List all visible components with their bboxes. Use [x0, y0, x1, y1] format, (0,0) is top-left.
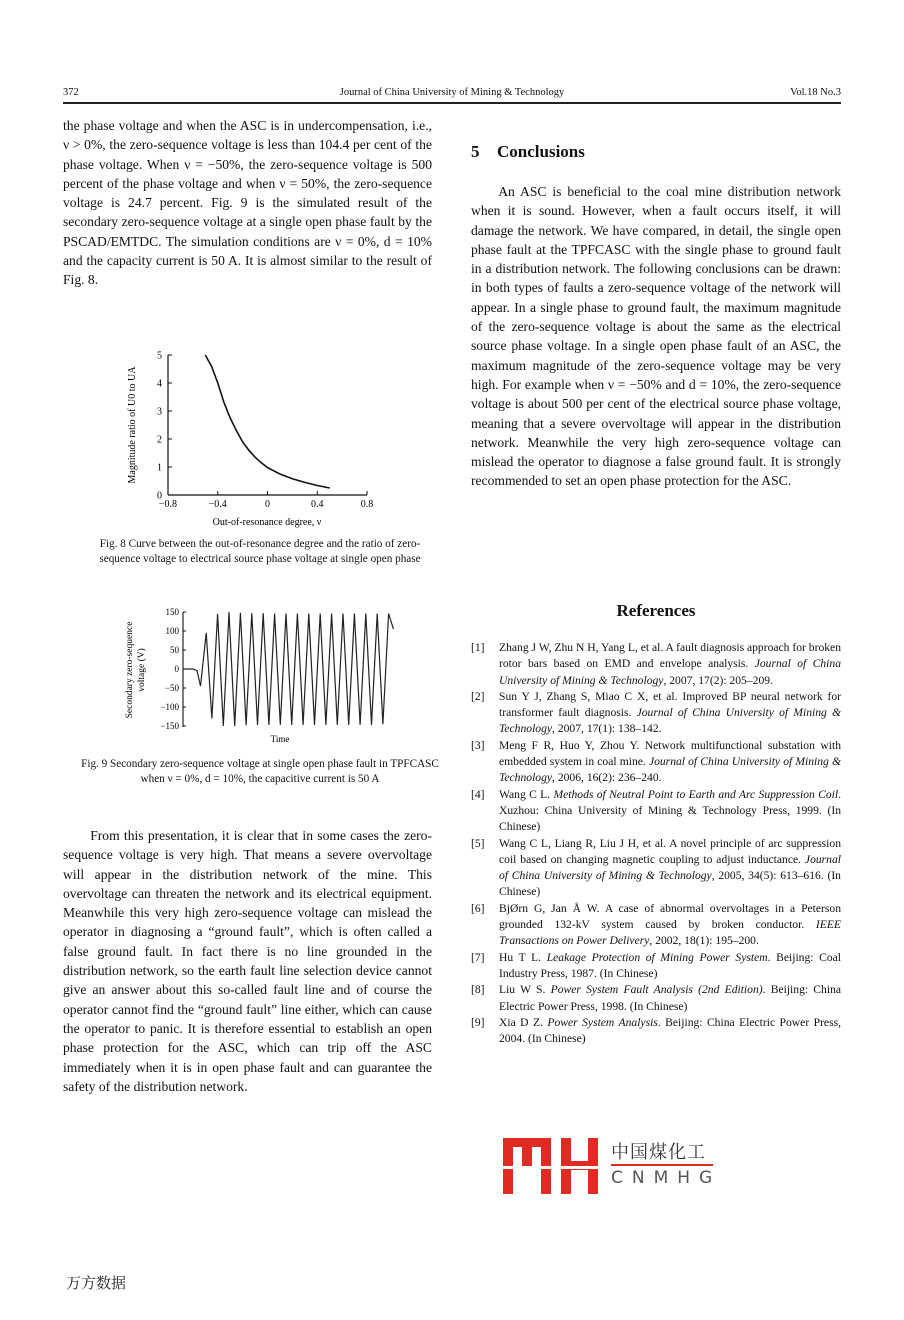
- svg-text:Time: Time: [270, 734, 290, 744]
- svg-text:Secondary zero-sequence: Secondary zero-sequence: [125, 621, 135, 719]
- reference-item: [5] Wang C L, Liang R, Liu J H, et al. A novel principle of arc suppression coil based on changing magnetic coupling to adjust inductance. Journal of China University of Mining & Technology, 2005, 34(5): 613–616. (In Chinese): [471, 836, 841, 899]
- references-heading: References: [616, 601, 696, 620]
- fig8-chart: [100, 345, 400, 530]
- svg-text:0.4: 0.4: [311, 499, 324, 510]
- svg-text:−0.8: −0.8: [158, 499, 178, 510]
- reference-list: [471, 640, 841, 1047]
- svg-text:0: 0: [265, 499, 270, 510]
- svg-text:1: 1: [157, 462, 162, 474]
- reference-item: [7] Hu T L. Leakage Protection of Mining Power System. Beijing: Coal Industry Press, 1987. (In Chinese): [471, 950, 841, 980]
- svg-text:−150: −150: [160, 721, 179, 731]
- fig9-plot-svg: [110, 605, 410, 745]
- svg-text:100: 100: [165, 626, 179, 636]
- section-number: 5: [471, 142, 480, 161]
- svg-text:−100: −100: [160, 702, 179, 712]
- intro-paragraph: the phase voltage and when the ASC is in undercompensation, i.e., ν > 0%, the zero-sequence voltage is less than 104.4 per cent of the phase voltage. When ν = −50%, the zero-sequence voltage is 500 percent of the phase voltage and when ν = 50%, the zero-sequence voltage is 24.7 percent. Fig. 9 is the simulated result of the secondary zero-sequence voltage at a single open phase fault by the PSCAD/EMTDC. The simulation conditions are ν = 0%, d = 10% and the capacity current is 50 A. It is almost similar to the result of Fig. 8.: [63, 118, 432, 288]
- reference-number: [8]: [471, 983, 485, 997]
- reference-source: Journal of China University of Mining & Technology: [499, 657, 841, 687]
- svg-text:−0.4: −0.4: [208, 499, 227, 510]
- section-title: Conclusions: [497, 142, 585, 161]
- reference-item: [2] Sun Y J, Zhang S, Miao C X, et al. Improved BP neural network for transformer fault diagnosis. Journal of China University of Mining & Technology, 2007, 17(1): 138–142.: [471, 689, 842, 736]
- cnmhg-english-text: CNMHG: [611, 1168, 722, 1188]
- reference-number: [7]: [471, 950, 485, 964]
- reference-source: Journal of China University of Mining & Technology: [499, 755, 842, 785]
- reference-number: [1]: [471, 641, 485, 654]
- journal-title: Journal of China University of Mining & Technology: [339, 87, 565, 98]
- svg-text:voltage (V): voltage (V): [137, 648, 147, 692]
- wanfang-watermark: 万方数据: [66, 1274, 127, 1292]
- svg-text:150: 150: [165, 607, 179, 617]
- cnmhg-chinese-text: 中国煤化工: [611, 1142, 706, 1163]
- reference-item: [4] Wang C L. Methods of Neutral Point to Earth and Arc Suppression Coil. Xuzhou: China University of Mining & Technology Press, 1999. (In Chinese): [471, 787, 841, 834]
- svg-text:50: 50: [170, 645, 179, 655]
- reference-number: [4]: [471, 787, 485, 801]
- reference-number: [5]: [471, 836, 485, 850]
- discussion-paragraph: From this presentation, it is clear that in some cases the zero-sequence voltage is very high. That means a severe overvoltage will appear in the distribution network of the mine. This overvoltage can threaten the network and its electrical equipment. Meanwhile this very high zero-sequence voltage can mislead the operator in diagnosing a “ground fault”, which is often called a false ground fault. In fact there is no line grounded in the distribution network, so the earth fault line selection device cannot give an answer about this so-called fault line and of course the operator cannot find the “ground fault” line either, which can cause the operator to panic. It is therefore essential to establish an open phase protection for the ASC, which can trip off the ASC immediately when it is in open phase fault and can guarantee the safety of the distribution network.: [63, 828, 432, 1094]
- svg-text:4: 4: [157, 378, 162, 390]
- reference-source: IEEE Transactions on Power Delivery: [499, 918, 841, 948]
- reference-source: Journal of China University of Mining & Technology: [499, 706, 842, 736]
- reference-item: [8] Liu W S. Power System Fault Analysis (2nd Edition). Beijing: China Electric Power Press, 1998. (In Chinese): [471, 983, 842, 1013]
- svg-text:3: 3: [157, 406, 162, 418]
- svg-text:0: 0: [174, 664, 179, 674]
- reference-source: Power System Analysis: [547, 1015, 658, 1029]
- reference-source: Journal of China University of Mining & Technology: [499, 852, 841, 883]
- section-heading: [471, 142, 585, 162]
- reference-item: [6] BjØrn G, Jan Å W. A case of abnormal overvoltages in a Peterson grounded 132-kV system caused by broken conductor. IEEE Transactions on Power Delivery, 2002, 18(1): 195–200.: [471, 901, 841, 948]
- reference-number: [6]: [471, 901, 485, 915]
- svg-text:−50: −50: [164, 683, 179, 693]
- svg-text:Magnitude ratio of U0 to UA: Magnitude ratio of U0 to UA: [127, 366, 138, 484]
- reference-item: [1] Zhang J W, Zhu N H, Yang L, et al. A fault diagnosis approach for broken rotor bars based on EMD and envelope analysis. Journal of China University of Mining & Technology, 2007, 17(2): 205–209.: [471, 641, 841, 687]
- reference-source: Methods of Neutral Point to Earth and Arc Suppression Coil: [553, 787, 839, 801]
- reference-source: Power System Fault Analysis (2nd Edition): [550, 983, 763, 997]
- cnmhg-divider: [611, 1164, 713, 1166]
- svg-text:2: 2: [157, 434, 162, 446]
- fig9-chart: [110, 605, 410, 745]
- reference-number: [3]: [471, 738, 485, 752]
- fig8-plot-svg: [100, 345, 400, 530]
- conclusions-paragraph: An ASC is beneficial to the coal mine distribution network when it is sound. However, when a fault occurs itself, it will damage the network. We have compared, in detail, the single open phase fault at the TPFCASC with the single phase to ground fault in a distribution network. The following conclusions can be drawn: in both types of faults a zero-sequence voltage of the network will appear. In a single phase to ground fault, the maximum magnitude of the zero-sequence voltage is about the same as the electrical source phase voltage. In a single open phase fault of an ASC, the maximum magnitude of the zero-sequence voltage may be very high. For example when ν = −50% and d = 10%, the zero-sequence voltage is about 500 per cent of the electrical source phase voltage, meaning that a severe overvoltage will appear in the distribution network. Meanwhile the very high zero-sequence voltage can mislead the operator to diagnose a false ground fault. It is strongly recommended to set an open phase protection for the ASC.: [471, 184, 841, 489]
- volume-issue: Vol.18 No.3: [790, 87, 841, 98]
- header-rule: [63, 102, 841, 104]
- cnmhg-logo-mark-icon: [503, 1138, 598, 1194]
- svg-text:0.8: 0.8: [360, 499, 374, 510]
- svg-text:Out-of-resonance degree, ν: Out-of-resonance degree, ν: [212, 517, 322, 528]
- reference-source: Leakage Protection of Mining Power System: [546, 950, 768, 964]
- page-number: 372: [63, 87, 79, 98]
- reference-number: [2]: [471, 689, 485, 703]
- fig9-caption: Fig. 9 Secondary zero-sequence voltage at single open phase fault in TPFCASC when ν = 0%, d = 10%, the capacitive current is 50 A: [81, 758, 439, 785]
- fig8-caption: Fig. 8 Curve between the out-of-resonance degree and the ratio of zero-sequence voltage to electrical source phase voltage at single open phase: [99, 538, 421, 565]
- running-header: [63, 87, 841, 103]
- svg-text:5: 5: [157, 350, 162, 362]
- svg-text:0: 0: [157, 490, 162, 502]
- reference-item: [3] Meng F R, Huo Y, Zhou Y. Network multifunctional substation with embedded system in coal mine. Journal of China University of Mining & Technology, 2006, 16(2): 236–240.: [471, 738, 842, 785]
- cnmhg-logo: [503, 1138, 723, 1194]
- reference-item: [9] Xia D Z. Power System Analysis. Beijing: China Electric Power Press, 2004. (In Chinese): [471, 1015, 841, 1046]
- reference-number: [9]: [471, 1015, 485, 1029]
